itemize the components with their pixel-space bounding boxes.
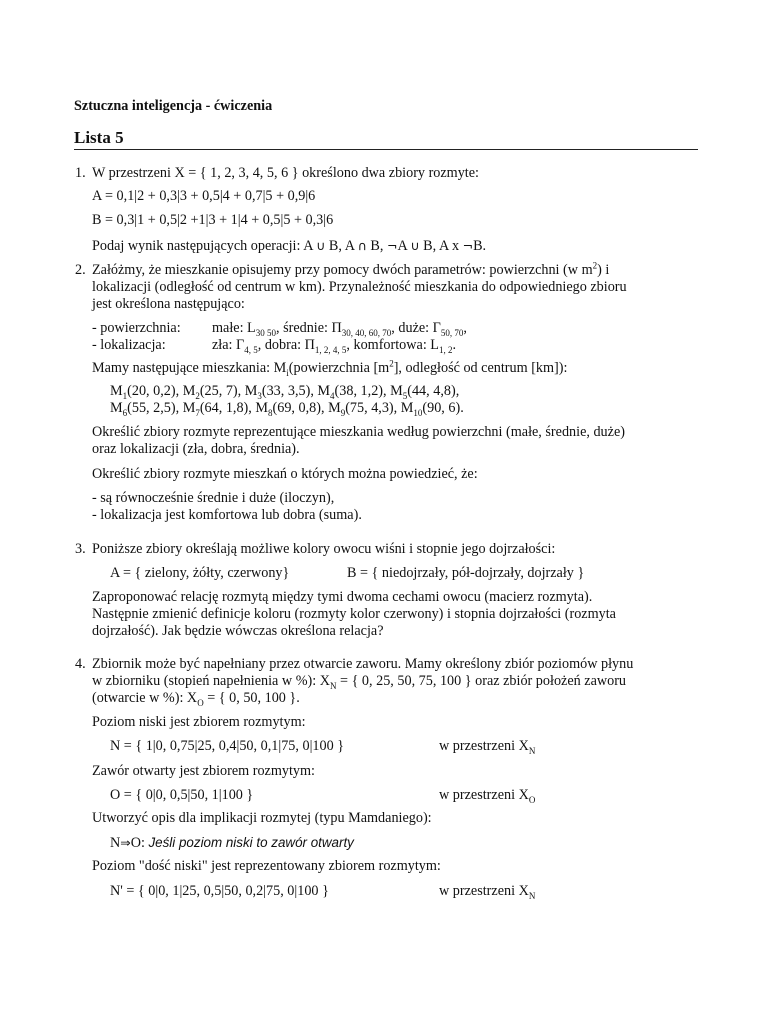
task3-para-1: Zaproponować relację rozmytą między tymi dwoma cechami owocu (macierz rozmyta). [92,589,593,605]
area-label: - powierzchnia: [92,320,181,336]
task4-space-o: w przestrzeni $X_O$ [439,787,536,805]
flat-item: $M_8(69$, 0,8), [255,400,325,418]
task1-set-b: B = 0,3|1 + 0,5|2 +1|3 + 1|4 + 0,5|5 + 0,3|6 [92,212,334,228]
flat-item: $M_2(25$, 7), [182,383,242,401]
task2-line2: lokalizacji (odległość od centrum w km). Przynależność mieszkania do odpowiedniego zbioru [92,279,627,295]
task2-line3: jest określona następująco: [92,296,245,312]
flats-row-1 [110,383,459,400]
flat-item: $M_7(64$, 1,8), [182,400,252,418]
task4-set-o: O = { 0|0, 0,5|50, 1|100 } [110,787,254,803]
flat-item: $M_1(20$, 0,2), [110,383,180,401]
task2-instruction-2: Określić zbiory rozmyte mieszkań o których można powiedzieć, że: [92,466,478,482]
task-number: 3. [75,541,86,557]
task3-para-2: Następnie zmienić definicje koloru (rozmyty kolor czerwony) i stopnia dojrzałości (rozmyta [92,606,616,622]
task3-line1: Poniższe zbiory określają możliwe kolory owocu wiśni i stopnie jego dojrzałości: [92,541,556,557]
task4-space-n: w przestrzeni $X_N$ [439,738,536,756]
task1-line1: W przestrzeni X = { 1, 2, 3, 4, 5, 6 } określono dwa zbiory rozmyte: [92,165,479,181]
task4-line2: w zbiorniku (stopień napełnienia w %): $X_N$ = { 0, 25, 50, 75, 100 } oraz zbiór położeń zaworu [92,673,627,691]
task-number: 4. [75,656,86,672]
task3-set-a: A = { zielony, żółty, czerwony} [110,565,290,581]
task1-operations: Podaj wynik następujących operacji: A ∪ B, A ∩ B, ¬A ∪ B, A x ¬B. [92,238,487,254]
task4-line3: (otwarcie w %): $X_O$ = { 0, 50, 100 }. [92,690,300,708]
task2-bullet-2: - lokalizacja jest komfortowa lub dobra (suma). [92,507,362,523]
task4-implication: N⇒O: Jeśli poziom niski to zawór otwarty [110,835,354,851]
task3-para-3: dojrzałość). Jak będzie wówczas określona relacja? [92,623,384,639]
flats-row-2 [110,400,464,417]
task2-line1: Załóżmy, że mieszkanie opisujemy przy pomocy dwóch parametrów: powierzchni (w $m^2$) i [92,260,610,278]
implies-icon: ⇒ [120,835,131,850]
task4-valve-intro: Zawór otwarty jest zbiorem rozmytym: [92,763,315,779]
list-title: Lista 5 [74,128,124,147]
task1-set-a: A = 0,1|2 + 0,3|3 + 0,5|4 + 0,7|5 + 0,9|6 [92,188,316,204]
location-label: - lokalizacja: [92,337,166,353]
task-number: 1. [75,165,86,181]
task2-instruction-1a: Określić zbiory rozmyte reprezentujące mieszkania według powierzchni (małe, średnie, duże) [92,424,625,440]
task4-quite-low-intro: Poziom "dość niski" jest reprezentowany zbiorem rozmytym: [92,858,441,874]
task4-set-n-prime: N' = { 0|0, 1|25, 0,5|50, 0,2|75, 0|100 } [110,883,329,899]
flat-item: $M_9(75$, 4,3), [328,400,398,418]
task4-set-n: N = { 1|0, 0,75|25, 0,4|50, 0,1|75, 0|100 } [110,738,345,754]
task2-bullet-1: - są równocześnie średnie i duże (iloczyn), [92,490,335,506]
flats-intro: Mamy następujące mieszkania: $M_i(powierzchnia$ $[m^2]$, odległość od centrum [km]): [92,358,568,378]
flat-item: $M_5(44$, 4,8), [390,383,460,401]
task4-line1: Zbiornik może być napełniany przez otwarcie zaworu. Mamy określony zbiór poziomów płynu [92,656,634,672]
area-definition: małe: $L_{30 50}$, średnie: $\Pi_{30, 40, 60, 70}$, duże: $\Gamma_{50, 70}$, [212,320,467,338]
location-definition: zła: $\Gamma_{4, 5}$, dobra: $\Pi_{1, 2, 4, 5}$, komfortowa: $L_{1, 2}$. [212,337,457,355]
flat-item: $M_6(55$, 2,5), [110,400,180,418]
task3-set-b: B = { niedojrzały, pół-dojrzały, dojrzały } [347,565,585,581]
task-number: 2. [75,262,86,278]
task4-low-intro: Poziom niski jest zbiorem rozmytym: [92,714,306,730]
task4-impl-intro: Utworzyć opis dla implikacji rozmytej (typu Mamdaniego): [92,810,432,826]
task2-instruction-1b: oraz lokalizacji (zła, dobra, średnia). [92,441,300,457]
title-divider [74,149,698,150]
task4-space-n-2: w przestrzeni $X_N$ [439,883,536,901]
course-title: Sztuczna inteligencja - ćwiczenia [74,98,273,114]
flat-item: $M_3(33$, 3,5), [244,383,314,401]
implication-rule: Jeśli poziom niski to zawór otwarty [148,835,354,850]
flat-item: $M_{10}(90$, 6). [400,400,464,418]
flat-item: $M_4(38$, 1,2), [317,383,387,401]
